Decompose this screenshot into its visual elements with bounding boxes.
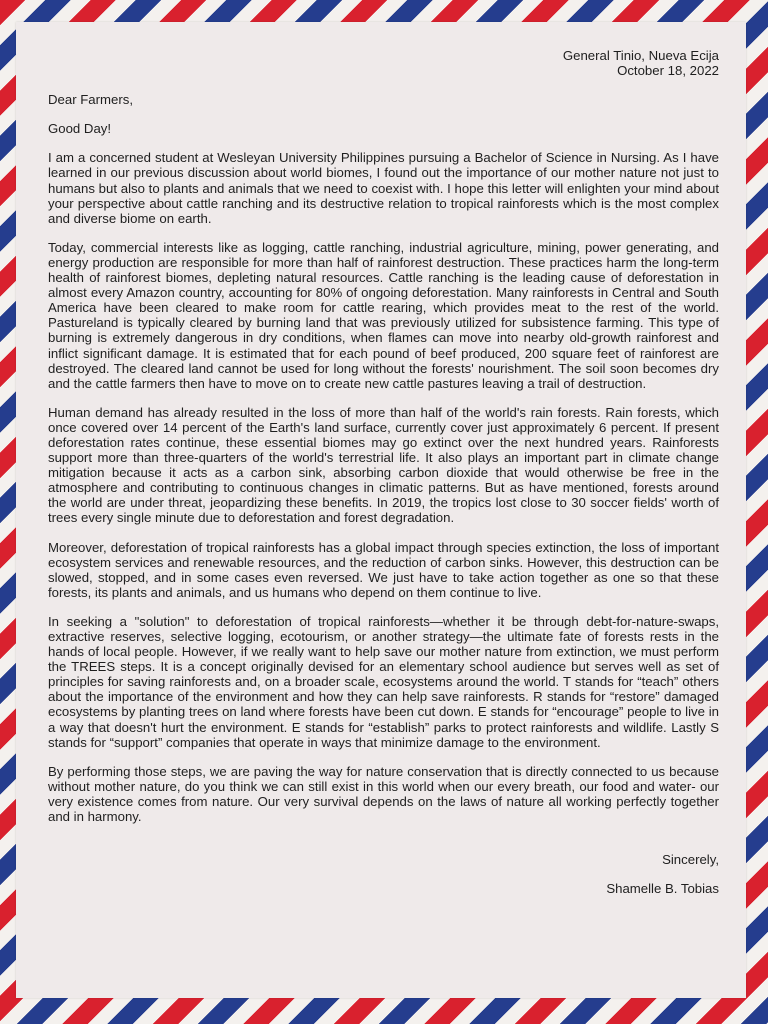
greeting: Good Day! bbox=[48, 121, 112, 137]
letter-paper bbox=[16, 22, 746, 998]
paragraph-conclusion: By performing those steps, we are paving the way for nature conservation that is directly connected to us because without mother nature, do you think we can still exist in this world when our every breath, our food and water- our very existence comes from nature. Our very survival depends on the laws of nature all working perfectly together and in harmony. bbox=[48, 763, 719, 825]
signature: Shamelle B. Tobias bbox=[606, 881, 719, 897]
letter-header bbox=[48, 48, 719, 78]
paragraph-impact: Moreover, deforestation of tropical rainforests has a global impact through species extinction, the loss of important ecosystem services and renewable resources, and the reduction of carbon sinks. However, this destruction can be slowed, stopped, and in some cases even reversed. We just have to take action together as one so that these forests, its plants and animals, and us humans who depend on them continue to live. bbox=[48, 539, 719, 600]
letter-date: October 18, 2022 bbox=[617, 63, 719, 79]
paragraph-causes: Today, commercial interests like as logging, cattle ranching, industrial agriculture, mining, power generating, and energy production are responsible for more than half of rainforest destruction. These practices harm the long-term health of rainforest biomes, depleting natural resources. Cattle ranching is the leading cause of deforestation in almost every Amazon country, accounting for 80% of ongoing deforestation. Many rainforests in Central and South America have been cleared to make room for cattle rearing, which provides meat to the rest of the world. Pastureland is typically cleared by burning land that was previously utilized for subsistence farming. This type of burning is extremely dangerous in dry conditions, when flames can move into nearby old-growth rainforest and inflict significant damage. It is estimated that for each pound of beef produced, 200 square feet of rainforest are destroyed. The cleared land cannot be used for long without the forests' nourishment. The soil soon becomes dry and the cattle farmers then have to move on to create new cattle pastures leaving a trail of destruction. bbox=[48, 239, 719, 391]
letter-body bbox=[48, 48, 719, 896]
letter-location: General Tinio, Nueva Ecija bbox=[562, 48, 719, 63]
paragraph-loss: Human demand has already resulted in the loss of more than half of the world's rain forests. Rain forests, which once covered over 14 percent of the Earth's land surface, currently cover just approximately 6 percent. If present deforestation rates continue, these essential biomes may go extinct over the next hundred years. Rainforests support more than three-quarters of the world's terrestrial life. It also plays an important part in climate change mitigation because it acts as a carbon sink, absorbing carbon dioxide that would otherwise be free in the atmosphere and contributing to continuous changes in climatic patterns. But as have mentioned, forests around the world are under threat, jeopardizing these benefits. In 2019, the tropics lost close to 30 soccer fields' worth of trees every single minute due to deforestation and forest degradation. bbox=[48, 404, 719, 526]
paragraph-intro: I am a concerned student at Wesleyan University Philippines pursuing a Bachelor of Science in Nursing. As I have learned in our previous discussion about world biomes, I found out the importance of our mother nature not just to humans but also to plants and animals that we need to coexist with. I hope this letter will enlighten your mind about your perspective about cattle ranching and its destructive relation to tropical rainforests which is the most complex and diverse biome on earth. bbox=[48, 150, 719, 226]
paragraph-solution: In seeking a "solution" to deforestation of tropical rainforests—whether it be through debt-for-nature-swaps, extractive reserves, selective logging, ecotourism, or another strategy—the ultimate fate of forests rests in the hands of local people. However, if we really want to help save our mother nature from extinction, we must perform the TREES steps. It is a concept originally devised for an elementary school audience but serves well as set of principles for saving rainforests and, on a broader scale, ecosystems around the world. T stands for “teach” others about the importance of the environment and how they can help save rainforests. R stands for “restore” damaged ecosystems by planting trees on land where forests have been cut down. E stands for “encourage” people to live in a way that doesn't hurt the environment. E stands for “establish” parks to protect rainforests and wildlife. Lastly S stands for “support” companies that operate in ways that minimize damage to the environment. bbox=[48, 613, 719, 750]
salutation: Dear Farmers, bbox=[48, 92, 133, 108]
closing: Sincerely, bbox=[662, 852, 719, 868]
